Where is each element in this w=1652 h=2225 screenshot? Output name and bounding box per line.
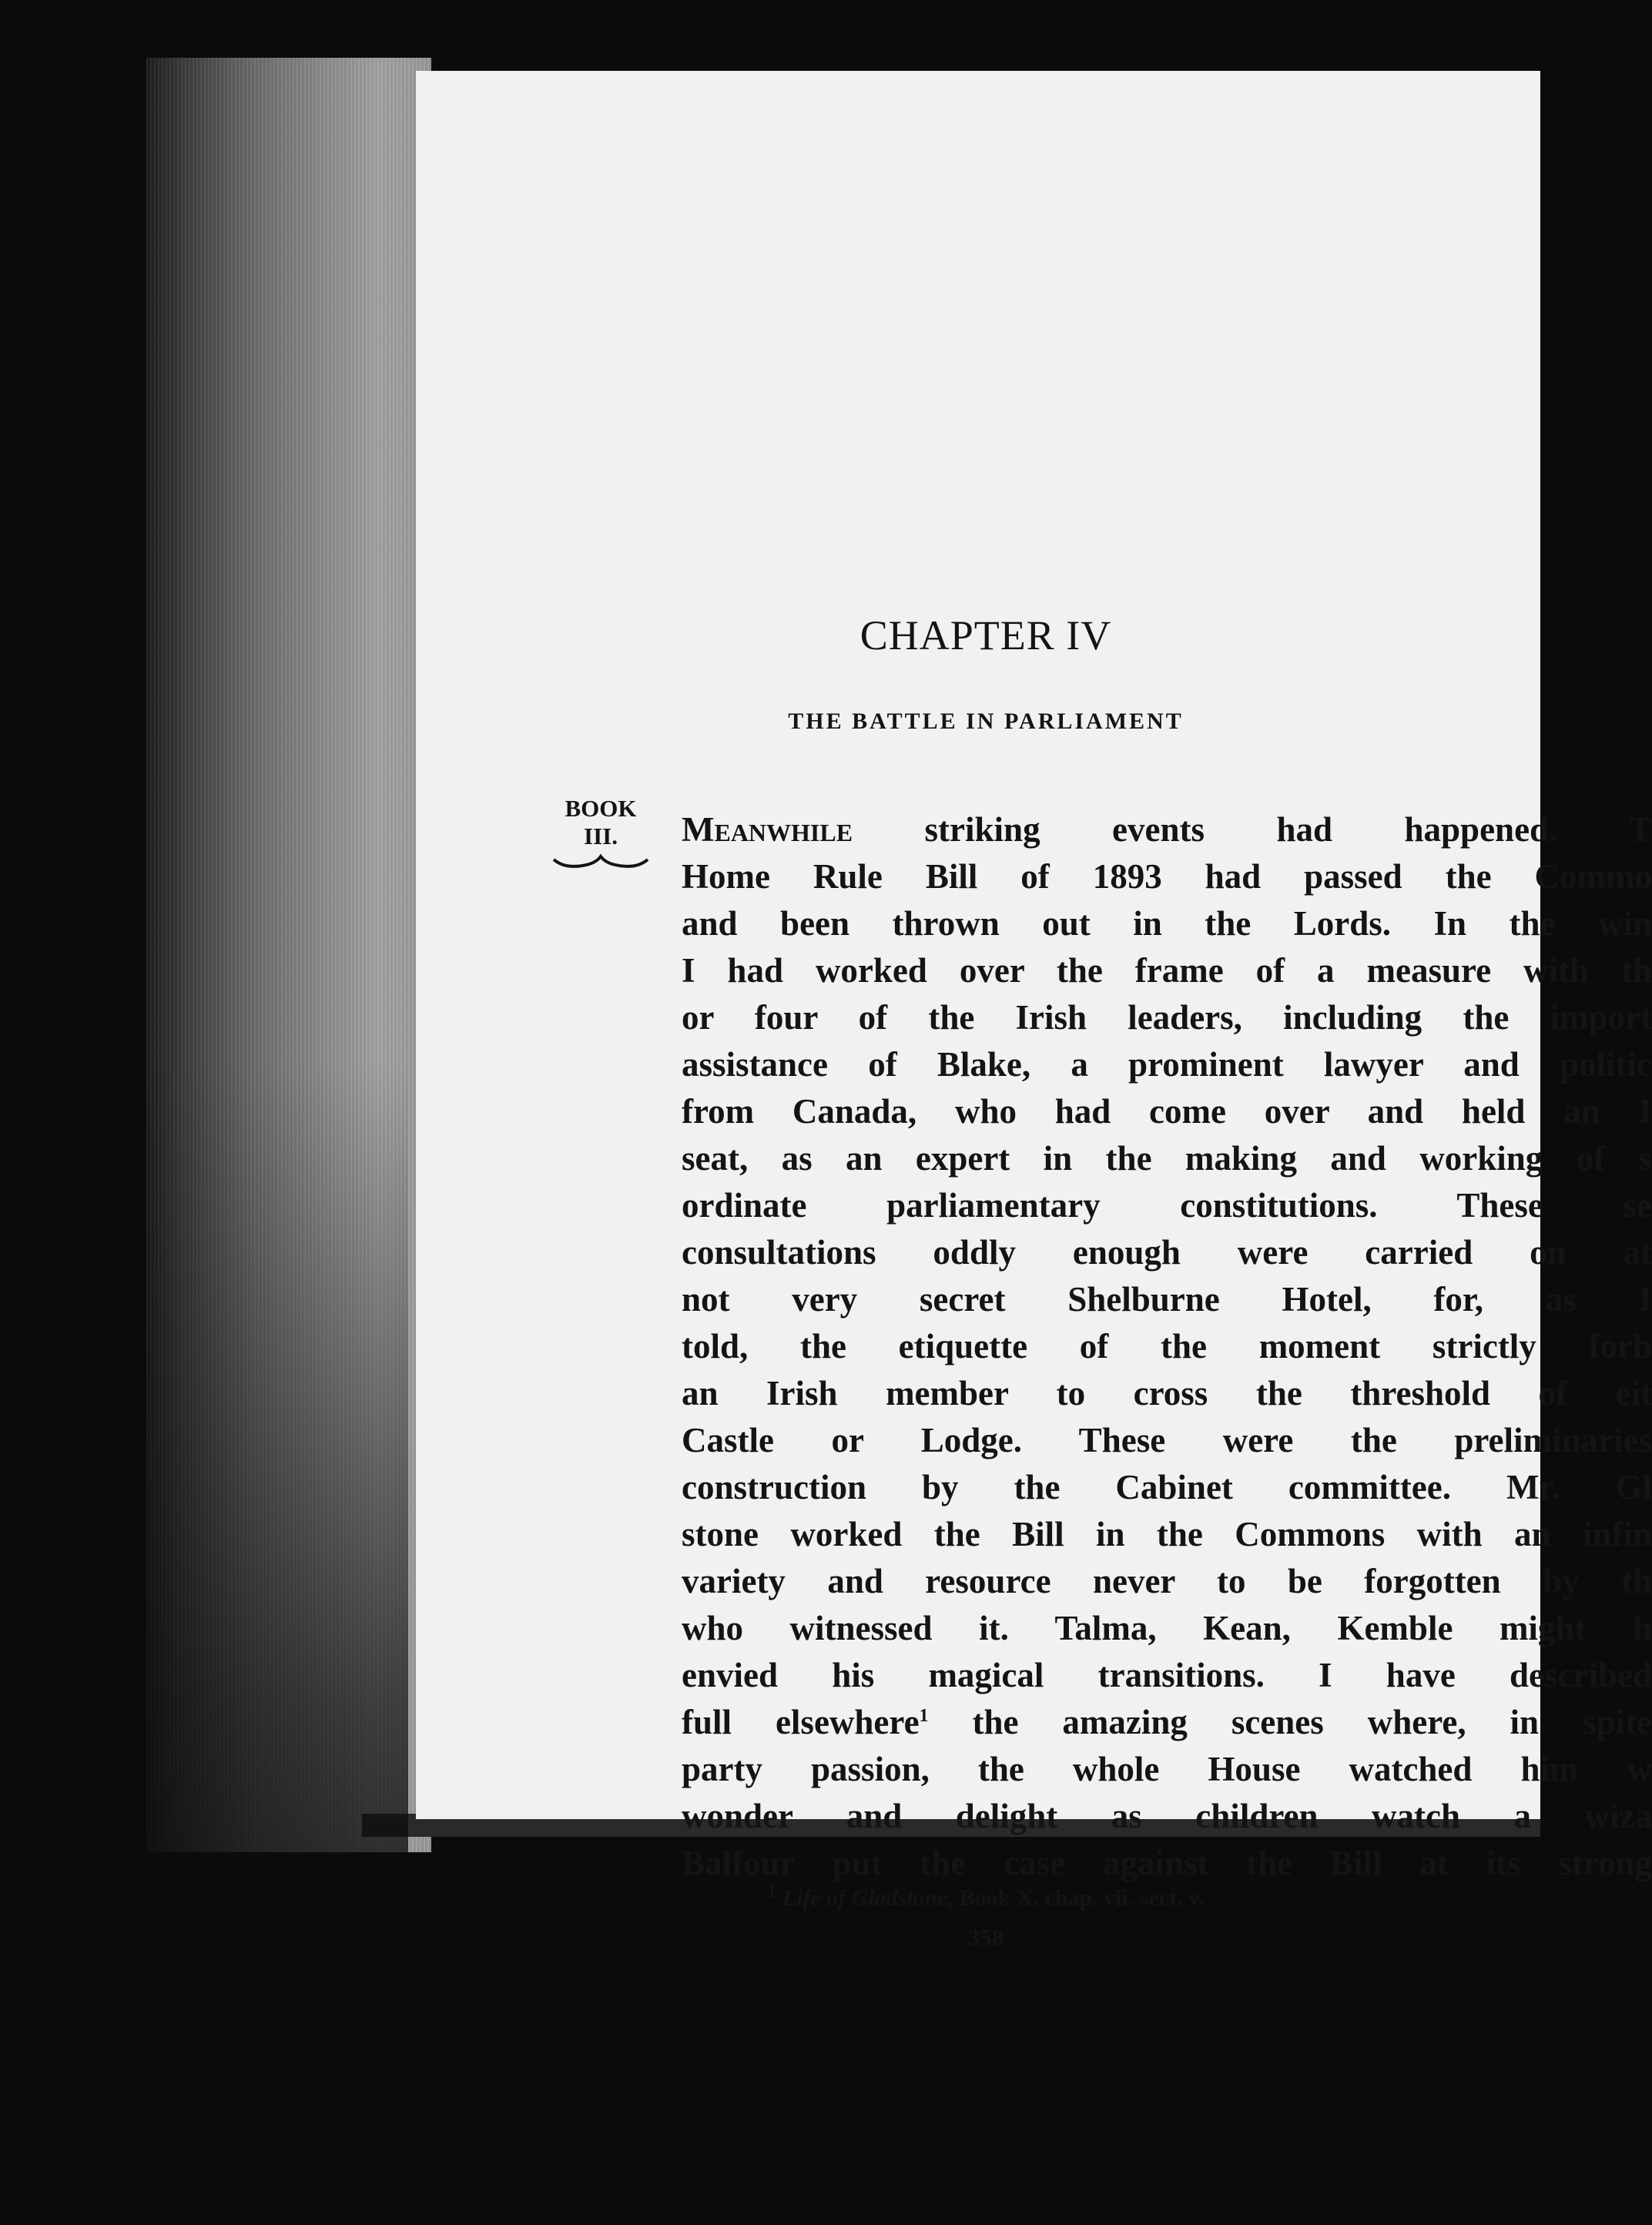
text-line: envied his magical transitions. I have described [682, 1656, 1652, 1694]
text-line: wonder and delight as children watch a wiza [682, 1797, 1652, 1835]
page-footer-region [416, 0, 1540, 2225]
footnote-reference-text: Book X. chap. vii. sect. v. [953, 1885, 1205, 1911]
page-number: 358 [967, 1924, 1004, 1951]
text-line: assistance of Blake, a prominent lawyer and politic [682, 1045, 1652, 1084]
text-line: consultations oddly enough were carried on at [682, 1233, 1652, 1272]
text-line: or four of the Irish leaders, including the import [682, 998, 1652, 1037]
text-line: Meanwhile striking events had happened. T [682, 810, 1652, 849]
text-line: I had worked over the frame of a measure with th [682, 951, 1652, 990]
footnote [416, 1882, 1556, 1912]
text-line: construction by the Cabinet committee. Mr. Gl [682, 1468, 1652, 1506]
chapter-subtitle: THE BATTLE IN PARLIAMENT [788, 709, 1184, 734]
text-line: Castle or Lodge. These were the preliminaries [682, 1421, 1652, 1459]
text-line: who witnessed it. Talma, Kean, Kemble might h [682, 1609, 1652, 1647]
text-line: variety and resource never to be forgotten by th [682, 1562, 1652, 1600]
footnote-reference: 1 [919, 1706, 929, 1726]
text-line: Balfour put the case against the Bill at its strong [682, 1844, 1652, 1882]
chapter-title: CHAPTER IV [860, 612, 1112, 658]
margin-note-number: III. [584, 823, 618, 849]
footnote-marker: 1 [767, 1882, 777, 1902]
text-line: and been thrown out in the Lords. In the win [682, 904, 1652, 943]
text-line: not very secret Shelburne Hotel, for, as I [682, 1280, 1652, 1319]
text-line: full elsewhere$^1$ the amazing scenes where, in spite [682, 1703, 1652, 1741]
text-line: stone worked the Bill in the Commons with an infin [682, 1515, 1652, 1553]
footnote-work-title: Life of Gladstone, [782, 1885, 954, 1911]
text-line: seat, as an expert in the making and working of s [682, 1139, 1652, 1178]
text-line: party passion, the whole House watched him w [682, 1750, 1652, 1788]
text-line: from Canada, who had come over and held an I [682, 1092, 1652, 1131]
book-binding [146, 58, 431, 1852]
lead-word: Meanwhile [682, 810, 853, 849]
text-line: Home Rule Bill of 1893 had passed the Commo [682, 857, 1652, 896]
text-line: told, the etiquette of the moment strictly forb [682, 1327, 1652, 1365]
text-line: an Irish member to cross the threshold of eit [682, 1374, 1652, 1412]
margin-note-book: BOOK [565, 795, 637, 822]
text-line: ordinate parliamentary constitutions. These se [682, 1186, 1652, 1225]
